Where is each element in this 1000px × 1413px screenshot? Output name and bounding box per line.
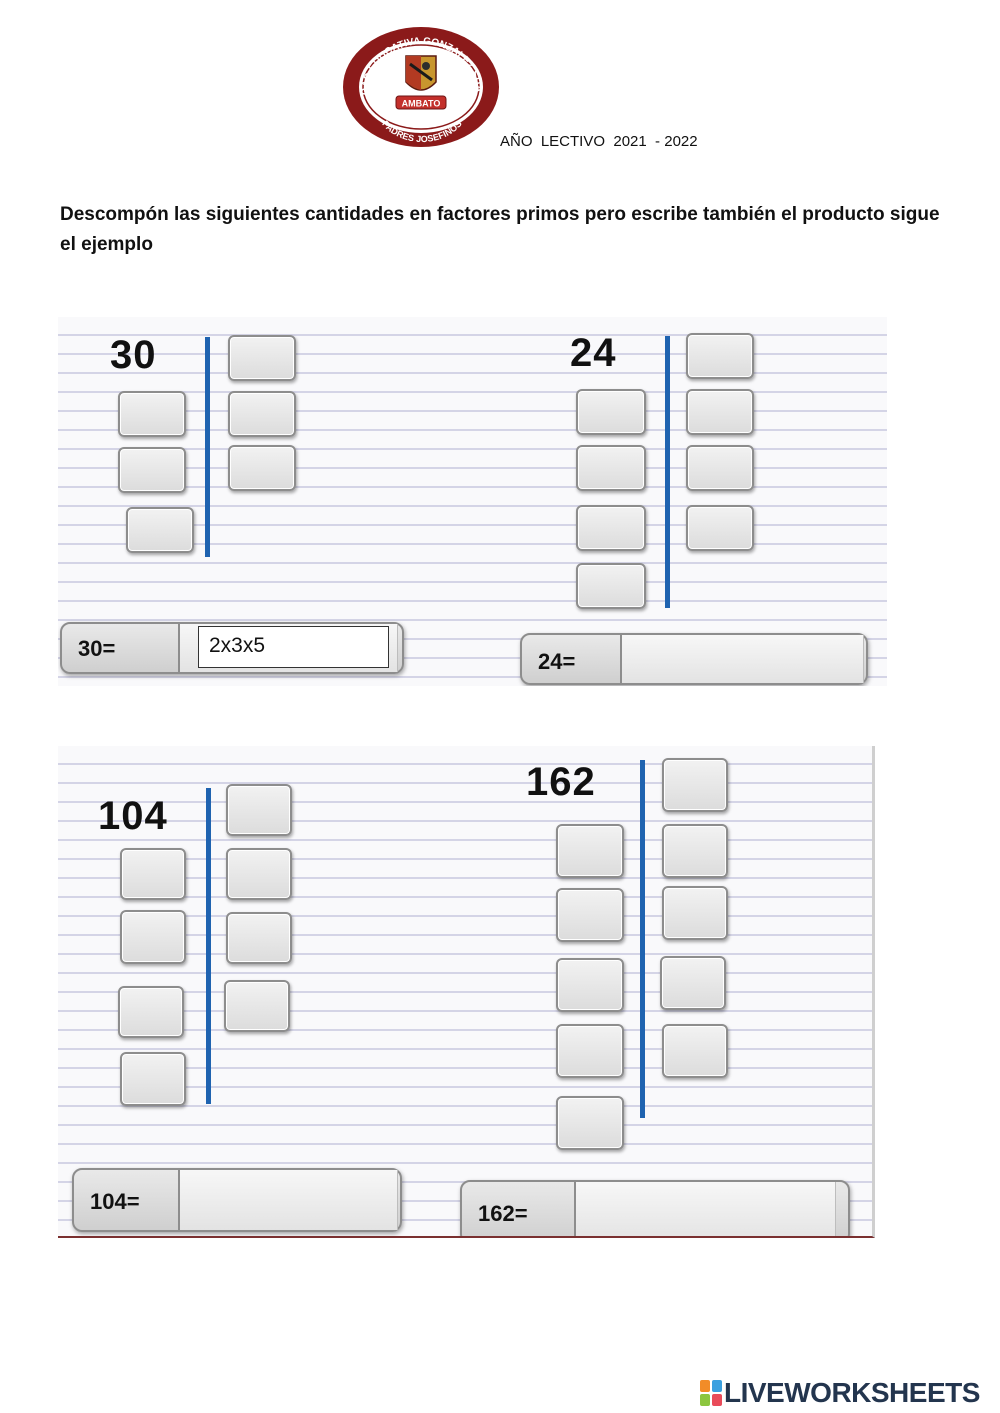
answer-input[interactable] — [620, 635, 864, 683]
answer-input[interactable] — [178, 1170, 398, 1230]
brand-name: LIVEWORKSHEETS — [724, 1377, 980, 1408]
svg-text:UNIDAD EDUCATIVA GONZALEZ SUAR: DAD EDUCATIVA GONZALEZ SUA — [359, 36, 485, 96]
quotient-box[interactable] — [576, 389, 646, 435]
school-year: AÑO LECTIVO 2021 - 2022 — [500, 133, 698, 150]
liveworksheets-icon — [700, 1380, 722, 1406]
factor-box[interactable] — [686, 333, 754, 379]
division-line — [640, 760, 645, 1118]
answer-input[interactable]: 2x3x5 — [198, 626, 389, 668]
factor-box[interactable] — [226, 912, 292, 964]
quotient-box[interactable] — [120, 1052, 186, 1106]
school-logo — [340, 24, 502, 150]
quotient-box[interactable] — [556, 958, 624, 1012]
factor-box[interactable] — [226, 784, 292, 836]
equation-bar — [520, 633, 868, 685]
quotient-box[interactable] — [556, 824, 624, 878]
quotient-box[interactable] — [556, 1024, 624, 1078]
answer-input[interactable] — [574, 1182, 836, 1238]
exercise-number: 24 — [570, 331, 617, 375]
division-line — [665, 336, 670, 608]
factor-box[interactable] — [228, 445, 296, 491]
factor-box[interactable] — [662, 824, 728, 878]
division-line — [206, 788, 211, 1104]
quotient-box[interactable] — [556, 1096, 624, 1150]
quotient-box[interactable] — [556, 888, 624, 942]
factor-box[interactable] — [662, 1024, 728, 1078]
factor-box[interactable] — [686, 505, 754, 551]
equation-label: 104= — [90, 1189, 140, 1214]
factor-box[interactable] — [662, 758, 728, 812]
svg-text:AMBATO: AMBATO — [401, 98, 441, 109]
exercise-panel-bottom — [58, 746, 875, 1238]
division-line — [205, 337, 210, 557]
factor-box[interactable] — [228, 335, 296, 381]
svg-text:PADRES JOSEFINOS: PADRES JOSEFINOS — [380, 118, 464, 145]
factor-box[interactable] — [224, 980, 290, 1032]
quotient-box[interactable] — [126, 507, 194, 553]
equation-bar — [72, 1168, 402, 1232]
quotient-box[interactable] — [118, 986, 184, 1038]
quotient-box[interactable] — [118, 447, 186, 493]
equation-bar — [460, 1180, 850, 1238]
factor-box[interactable] — [686, 389, 754, 435]
instructions: Descompón las siguientes cantidades en factores primos pero escribe también el producto sigue el ejemplo — [60, 204, 940, 255]
quotient-box[interactable] — [118, 391, 186, 437]
equation-label: 162= — [478, 1201, 528, 1226]
equation-label: 24= — [538, 649, 576, 674]
factor-box[interactable] — [228, 391, 296, 437]
quotient-box[interactable] — [576, 505, 646, 551]
exercise-number: 104 — [98, 794, 168, 838]
exercise-number: 162 — [526, 760, 596, 804]
factor-box[interactable] — [660, 956, 726, 1010]
factor-box[interactable] — [226, 848, 292, 900]
equation-label: 30= — [78, 636, 116, 661]
factor-box[interactable] — [662, 886, 728, 940]
quotient-box[interactable] — [120, 848, 186, 900]
quotient-box[interactable] — [120, 910, 186, 964]
exercise-number: 30 — [110, 333, 157, 377]
factor-box[interactable] — [686, 445, 754, 491]
exercise-panel-top — [58, 317, 887, 686]
quotient-box[interactable] — [576, 445, 646, 491]
quotient-box[interactable] — [576, 563, 646, 609]
